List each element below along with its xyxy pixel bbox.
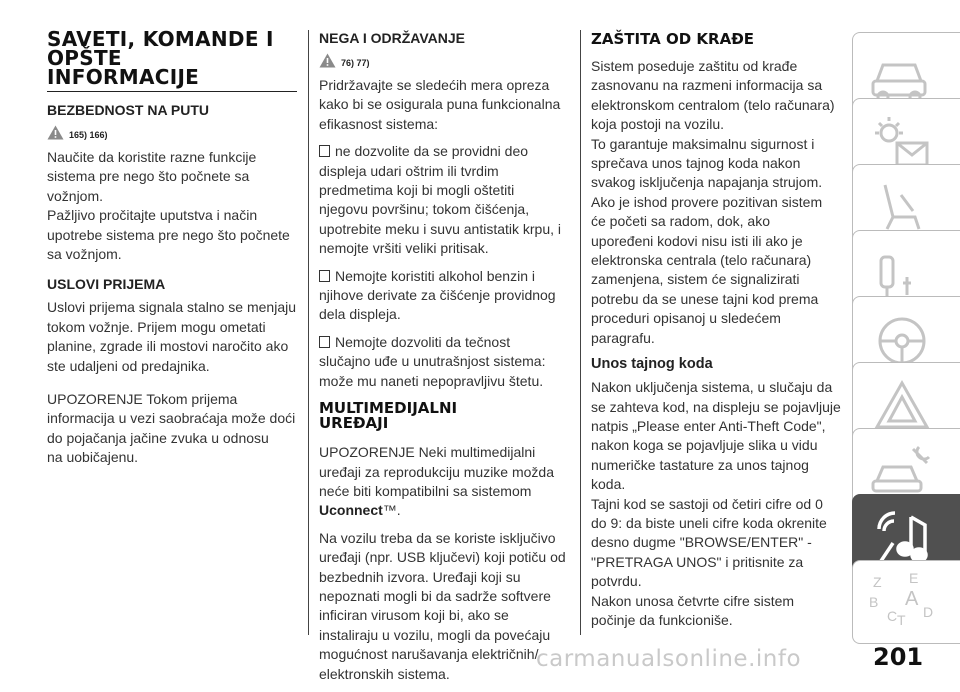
page-number: 201 [873, 643, 924, 671]
text-line: kako bi se osigurala puna funkcionalna [319, 96, 561, 113]
column-divider [308, 30, 309, 635]
text-line: UPOZORENJE Neki multimedijalni [319, 444, 536, 461]
text-line: Sistem poseduje zaštitu od krađe [591, 58, 798, 74]
text-line: uređaji za reprodukciju muzike možda [319, 463, 554, 480]
bullet-item [319, 333, 569, 391]
text-line: sprečava unos tajnog koda nakon [591, 155, 801, 172]
warning-reference-numbers: 76) 77) [341, 58, 370, 68]
section-heading-road-safety: BEZBEDNOST NA PUTU [47, 102, 210, 118]
text-line: Nemojte koristiti alkohol benzin i [335, 267, 535, 284]
text-line: efikasnost sistema: [319, 115, 439, 132]
text-line: njegovu površinu; tokom čišćenja, [319, 201, 530, 218]
warning-reference-numbers: 165) 166) [69, 130, 108, 140]
index-letter: E [909, 570, 919, 586]
index-letter: A [905, 588, 919, 610]
text-line: upotrebite meku i suvu antistatik krpu, i [319, 220, 562, 237]
text-line: elektronskom centralom (telo računara) [591, 96, 835, 113]
paragraph [47, 298, 297, 376]
chapter-title-line: SAVETI, KOMANDE I [47, 27, 274, 51]
text-line: nepoznati mogli bi da sadrže softvere [319, 587, 551, 604]
warning-reference [319, 48, 569, 68]
text-line [319, 267, 569, 286]
text-line: vožnjom. [47, 187, 104, 204]
text-line: sistema pre nego što počnete sa [47, 168, 250, 185]
text-line: do pojačanja jačine zvuka u odnosu [47, 429, 269, 446]
paragraph [591, 378, 846, 630]
chapter-title-line: OPŠTE [47, 46, 122, 70]
paragraph [47, 390, 297, 468]
text-line: natpis „Please enter Anti-Theft Code", [591, 417, 826, 434]
bullet-box-icon [319, 270, 330, 282]
text-line: slučajno uđe u unutrašnjost sistema: [319, 353, 546, 370]
text-line: elektronska centrala (telo računara) [591, 252, 812, 269]
chapter-title [47, 27, 297, 92]
bullet-box-icon [319, 336, 330, 348]
column-3 [591, 30, 846, 638]
section-title-multimedia [319, 401, 569, 431]
index-letter: C [887, 608, 898, 624]
text-line: nemojte vršiti veliki pritisak. [319, 240, 489, 257]
bullet-item [319, 142, 569, 258]
text-line [319, 142, 569, 161]
text-line: se zahteva kod, na displeju se pojavljuje [591, 398, 841, 415]
warning-reference [47, 120, 297, 140]
text-line: zamenjena, sistem će signalizirati [591, 271, 800, 288]
column-2 [319, 30, 569, 692]
text-line: Pažljivo pročitajte uputstva i način [47, 207, 258, 224]
text-line: Tajni kod se sastoji od četiri cifre od 0 [591, 495, 823, 512]
text-line: paragrafu. [591, 329, 655, 346]
index-letter: D [923, 604, 934, 620]
index-letter: B [869, 594, 879, 610]
text-line: Nakon uključenja sistema, u slučaju da [591, 379, 833, 396]
text-line: desno dugme "BROWSE/ENTER" - [591, 534, 812, 551]
text-line: neće biti kompatibilni sa sistemom [319, 482, 532, 499]
text-line: na uobičajenu. [47, 449, 139, 466]
paragraph [591, 57, 846, 348]
bullet-item [319, 267, 569, 325]
text-line: Na vozilu treba da se koriste isključivo [319, 529, 556, 546]
section-title-line: UREĐAJI [319, 414, 389, 433]
text-line: počinje da funkcioniše. [591, 611, 733, 628]
paragraph [319, 443, 569, 521]
text-line: ne dozvolite da se providni deo [335, 143, 529, 160]
column-divider [580, 30, 581, 635]
text-line: Nakon unosa četvrte cifre sistem [591, 592, 795, 609]
text-line [319, 333, 569, 352]
text-line: sa vožnjom. [47, 246, 122, 263]
index-letter: T [897, 612, 906, 628]
section-title-line: MULTIMEDIJALNI [319, 399, 458, 418]
text-line: planine, zgrade ili mostovi naročito ako [47, 338, 289, 355]
subheading-secret-code: Unos tajnog koda [591, 356, 713, 373]
bullet-box-icon [319, 145, 330, 157]
text-fragment: ™. [382, 502, 401, 519]
text-line: Pridržavajte se sledećih mera opreza [319, 77, 550, 93]
index-letters-icon [867, 569, 947, 635]
text-line: informacija u vezi saobraćaja može doći [47, 410, 296, 427]
text-line: Uslovi prijema signala stalno se menjaju [47, 299, 297, 316]
text-line: potvrdu. [591, 573, 642, 590]
text-line: će početi sa radom, dok, ako [591, 213, 770, 230]
paragraph [319, 529, 569, 684]
paragraph [319, 76, 569, 134]
section-title-anti-theft: ZAŠTITA OD KRAĐE [591, 30, 755, 48]
text-line: Naučite da koristite razne funkcije [47, 149, 257, 165]
text-line: inficiran virusom koji bi, ako se [319, 607, 509, 624]
text-line: To garantuje maksimalnu sigurnost i [591, 135, 815, 152]
tab-index[interactable] [852, 560, 960, 644]
text-line: elektronskih sistema. [319, 665, 450, 682]
brand-name: Uconnect [319, 502, 383, 519]
text-line: displeja udari oštrim ili tvrdim [319, 162, 499, 179]
text-line: upotrebe sistema pre nego što počnete [47, 226, 290, 243]
warning-icon [319, 53, 336, 68]
text-line: tokom vožnje. Prijem mogu ometati [47, 318, 266, 335]
chapter-title-line: INFORMACIJE [47, 65, 200, 89]
text-line: mogućnost narušavanja električnih/ [319, 646, 539, 663]
text-line: koda. [591, 476, 626, 493]
text-line [319, 501, 569, 520]
warning-icon [47, 125, 64, 140]
text-line: predmetima koji bi mogli oštetiti [319, 182, 515, 199]
text-line: zasnovanu na razmeni informacija sa [591, 77, 823, 94]
text-line: upoređeni kodovi nisu isti ili ako je [591, 232, 803, 249]
text-line: njihove derivate za čišćenje providnog [319, 287, 556, 304]
text-line: UPOZORENJE Tokom prijema [47, 391, 238, 408]
text-line: uređaji (npr. USB ključevi) koji potiču od [319, 549, 566, 566]
text-line: može mu naneti nepopravljivu štetu. [319, 372, 544, 389]
text-line: instaliraju u vozilu, mogli da povećaju [319, 626, 551, 643]
section-heading-care: NEGA I ODRŽAVANJE [319, 30, 465, 46]
text-line: dela displeja. [319, 306, 401, 323]
text-line: "PRETRAGA UNOS" i pritisnite za [591, 553, 804, 570]
text-line: numeričke tastature za unos tajnog [591, 456, 809, 473]
text-line: ste udaljeni od predajnika. [47, 357, 210, 374]
text-line: Ako je ishod provere pozitivan sistem [591, 193, 823, 210]
text-line: Nemojte dozvoliti da tečnost [335, 333, 511, 350]
column-1 [47, 27, 297, 476]
text-line: bezbednih izvora. Uređaji koji su [319, 568, 521, 585]
index-letter: Z [873, 574, 882, 590]
text-line: svakog isključenja napajanja strujom. [591, 174, 823, 191]
section-heading-reception: USLOVI PRIJEMA [47, 276, 166, 293]
text-line: proceduri opisanoj u sledećem [591, 310, 781, 327]
watermark: carmanualsonline.info [536, 646, 802, 672]
text-line: do 9: da biste uneli cifre koda okrenite [591, 514, 827, 531]
text-line: koja postoji na vozilu. [591, 116, 725, 133]
text-line: nakon koga se pojavljuje slika u vidu [591, 437, 818, 454]
text-line: potrebu da se unese tajni kod prema [591, 290, 819, 307]
paragraph [47, 148, 297, 264]
